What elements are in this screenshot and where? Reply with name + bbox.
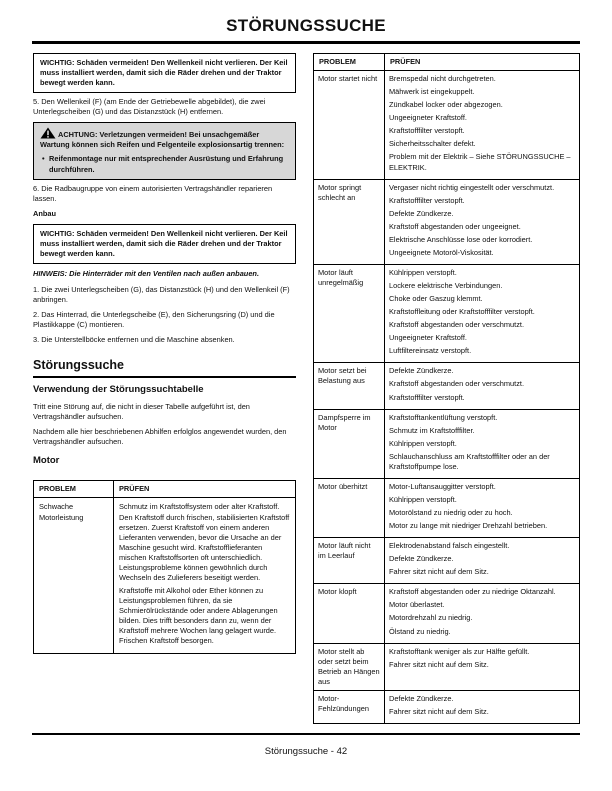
table-row bbox=[314, 538, 580, 584]
check-cell bbox=[114, 498, 296, 654]
table-row bbox=[314, 643, 580, 690]
check-item: Schmutz im Kraftstofffilter. bbox=[389, 425, 475, 435]
header-problem: PROBLEM bbox=[34, 481, 114, 498]
header-check: PRÜFEN bbox=[385, 54, 580, 71]
check-item: Mähwerk ist eingekuppelt. bbox=[389, 87, 475, 97]
caution-box bbox=[33, 122, 296, 179]
check-item: Motordrehzahl zu niedrig. bbox=[389, 613, 473, 623]
check-item: Kühlrippen verstopft. bbox=[389, 267, 457, 277]
warning-triangle-icon bbox=[40, 127, 56, 139]
check-cell bbox=[385, 584, 580, 643]
assembly-step-1: 1. Die zwei Unterlegscheiben (G), das Distanzstück (H) und den Wellenkeil (F) anbringen. bbox=[33, 285, 290, 305]
check-item: Kraftstoffe mit Alkohol oder Ether können zu Leistungsproblemen führen, da sie Schmierölrückstände oder andere Ablagerungen bilden. Dies trifft besonders dann zu, wenn der Kraftstoff mehrere Wochen lang gelagert wurde. Frischen Kraftstoff besorgen. bbox=[119, 585, 278, 646]
problem-cell: Schwache Motorleistung bbox=[34, 498, 114, 654]
step-5: 5. Den Wellenkeil (F) (am Ende der Getriebewelle abgebildet), die zwei Unterlegscheiben (G) und das Distanzstück (H) entfernen. bbox=[33, 97, 266, 117]
check-cell bbox=[385, 690, 580, 723]
problem-cell: Motor setzt bei Belastung aus bbox=[314, 363, 385, 409]
important-notice-1: WICHTIG: Schäden vermeiden! Den Wellenkeil nicht verlieren. Der Keil muss installiert werden, damit sich die Räder drehen und der Traktor bewegt werden kann. bbox=[33, 53, 296, 93]
check-item: Ungeeignete Motoröl-Viskosität. bbox=[389, 247, 494, 257]
check-item: Schmutz im Kraftstoffsystem oder alter Kraftstoff. Den Kraftstoff durch frischen, stabilisierten Kraftstoff ersetzen. Zuerst Kraftstoff von einem anderen Lieferanten verwenden, bevor die Ursache an der Maschine gesucht wird. Kraftstofflieferanten mischen Kraftstoffsorten oft unterschiedlich. Leistungsprobleme können gewöhnlich durch Wechseln des Zulieferers beseitigt werden. bbox=[119, 502, 290, 582]
check-item: Fahrer sitzt nicht auf dem Sitz. bbox=[389, 567, 489, 577]
left-column bbox=[33, 53, 296, 654]
footer-rule bbox=[32, 733, 580, 735]
check-item: Kühlrippen verstopft. bbox=[389, 494, 457, 504]
check-cell bbox=[385, 409, 580, 478]
problem-cell: Motor stellt ab oder setzt beim Betrieb an Hängen aus bbox=[314, 643, 385, 690]
check-cell bbox=[385, 179, 580, 264]
check-cell bbox=[385, 538, 580, 584]
anbau-heading: Anbau bbox=[33, 208, 56, 218]
problem-cell: Motor läuft nicht im Leerlauf bbox=[314, 538, 385, 584]
section-rule bbox=[33, 376, 296, 378]
caution-bullet bbox=[40, 154, 289, 174]
check-item: Ölstand zu niedrig. bbox=[389, 626, 451, 636]
check-item: Motor überlastet. bbox=[389, 600, 445, 610]
check-item: Problem mit der Elektrik – Siehe STÖRUNGSSUCHE – ELEKTRIK. bbox=[389, 152, 571, 172]
check-item: Kraftstofffilter verstopft. bbox=[389, 392, 465, 402]
troubleshooting-table bbox=[313, 53, 580, 724]
problem-cell: Motor springt schlecht an bbox=[314, 179, 385, 264]
section-title: Störungssuche bbox=[33, 358, 124, 373]
check-item: Kraftstoffleitung oder Kraftstofffilter verstopft. bbox=[389, 307, 535, 317]
problem-cell: Motor startet nicht bbox=[314, 71, 385, 180]
important-notice-2: WICHTIG: Schäden vermeiden! Den Wellenkeil nicht verlieren. Der Keil muss installiert werden, damit sich die Räder drehen und der Traktor bewegt werden kann. bbox=[33, 224, 296, 264]
page-footer: Störungssuche - 42 bbox=[264, 746, 348, 757]
check-item: Zündkabel locker oder abgezogen. bbox=[389, 100, 503, 110]
page-title: STÖRUNGSSUCHE bbox=[226, 16, 386, 35]
caution-text: ACHTUNG: Verletzungen vermeiden! Bei unsachgemäßer Wartung können sich Reifen und Felgenteile explosionsartig trennen: bbox=[40, 130, 285, 150]
check-item: Elektrische Anschlüsse lose oder korrodiert. bbox=[389, 234, 533, 244]
check-item: Kühlrippen verstopft. bbox=[389, 438, 457, 448]
table-row bbox=[314, 409, 580, 478]
check-item: Kraftstofftankentlüftung verstopft. bbox=[389, 412, 498, 422]
check-item: Elektrodenabstand falsch eingestellt. bbox=[389, 541, 510, 551]
caution-bullet-text: Reifenmontage nur mit entsprechender Ausrüstung und Erfahrung durchführen. bbox=[49, 154, 284, 174]
check-item: Sicherheitsschalter defekt. bbox=[389, 139, 476, 149]
table-header-row bbox=[34, 481, 296, 498]
table-row bbox=[314, 584, 580, 643]
check-cell bbox=[385, 264, 580, 362]
problem-cell: Motor läuft unregelmäßig bbox=[314, 264, 385, 362]
intro-paragraph-1: Tritt eine Störung auf, die nicht in dieser Tabelle aufgeführt ist, den Vertragshändler aufsuchen. bbox=[33, 402, 250, 422]
check-item: Motor zu lange mit niedriger Drehzahl betrieben. bbox=[389, 521, 548, 531]
check-item: Ungeeigneter Kraftstoff. bbox=[389, 113, 467, 123]
check-item: Motor-Luftansauggitter verstopft. bbox=[389, 481, 496, 491]
right-column bbox=[313, 53, 580, 724]
step-6: 6. Die Radbaugruppe von einem autorisierten Vertragshändler reparieren lassen. bbox=[33, 183, 273, 203]
check-item: Bremspedal nicht durchgetreten. bbox=[389, 74, 496, 84]
check-item: Kraftstofftank weniger als zur Hälfte gefüllt. bbox=[389, 646, 530, 656]
assembly-step-2: 2. Das Hinterrad, die Unterlegscheibe (E), den Sicherungsring (D) und die Plastikkappe (C) montieren. bbox=[33, 310, 275, 330]
problem-cell: Motor-Fehlzündungen bbox=[314, 690, 385, 723]
intro-paragraph-2: Nachdem alle hier beschriebenen Abhilfen erfolglos angewendet wurden, den Vertragshändler aufsuchen. bbox=[33, 427, 287, 447]
check-item: Choke oder Gaszug klemmt. bbox=[389, 294, 483, 304]
check-item: Kraftstoff abgestanden oder zu niedrige Oktanzahl. bbox=[389, 587, 556, 597]
check-item: Kraftstoff abgestanden oder verschmutzt. bbox=[389, 320, 525, 330]
check-item: Fahrer sitzt nicht auf dem Sitz. bbox=[389, 706, 489, 716]
table-row bbox=[314, 363, 580, 409]
caution-text-row bbox=[40, 127, 289, 150]
check-item: Defekte Zündkerze. bbox=[389, 366, 454, 376]
check-cell bbox=[385, 478, 580, 537]
check-item: Defekte Zündkerze. bbox=[389, 693, 454, 703]
check-item: Defekte Zündkerze. bbox=[389, 554, 454, 564]
hinweis-note: HINWEIS: Die Hinterräder mit den Ventilen nach außen anbauen. bbox=[33, 268, 259, 278]
table-header-row bbox=[314, 54, 580, 71]
problem-cell: Dampfsperre im Motor bbox=[314, 409, 385, 478]
problem-cell: Motor klopft bbox=[314, 584, 385, 643]
check-cell bbox=[385, 643, 580, 690]
bullet-mark: • bbox=[42, 154, 45, 164]
title-rule bbox=[32, 41, 580, 44]
check-item: Lockere elektrische Verbindungen. bbox=[389, 281, 503, 290]
check-item: Defekte Zündkerze. bbox=[389, 208, 454, 218]
check-item: Kraftstoff abgestanden oder ungeeignet. bbox=[389, 221, 521, 231]
header-check: PRÜFEN bbox=[114, 481, 296, 498]
sub-title: Verwendung der Störungssuchtabelle bbox=[33, 384, 204, 396]
table-row bbox=[314, 264, 580, 362]
table-row bbox=[314, 179, 580, 264]
check-item: Ungeeigneter Kraftstoff. bbox=[389, 333, 467, 343]
table-row bbox=[34, 498, 296, 654]
check-item: Motorölstand zu niedrig oder zu hoch. bbox=[389, 508, 513, 517]
table-row bbox=[314, 71, 580, 180]
check-item: Kraftstofffilter verstopft. bbox=[389, 126, 465, 136]
header-problem: PROBLEM bbox=[314, 54, 385, 71]
check-cell bbox=[385, 363, 580, 409]
check-item: Vergaser nicht richtig eingestellt oder verschmutzt. bbox=[389, 182, 555, 192]
check-item: Schlauchanschluss am Kraftstofffilter oder an der Kraftstoffpumpe lose. bbox=[389, 451, 550, 471]
table-row bbox=[314, 478, 580, 537]
check-item: Luftfiltereinsatz verstopft. bbox=[389, 346, 472, 356]
table-row bbox=[314, 690, 580, 723]
problem-cell: Motor überhitzt bbox=[314, 478, 385, 537]
motor-heading: Motor bbox=[33, 455, 60, 467]
assembly-step-3: 3. Die Unterstellböcke entfernen und die Maschine absenken. bbox=[33, 335, 235, 345]
motor-table bbox=[33, 480, 296, 654]
check-item: Kraftstoff abgestanden oder verschmutzt. bbox=[389, 379, 525, 389]
check-cell bbox=[385, 71, 580, 180]
check-item: Fahrer sitzt nicht auf dem Sitz. bbox=[389, 659, 489, 669]
check-item: Kraftstofffilter verstopft. bbox=[389, 195, 465, 205]
